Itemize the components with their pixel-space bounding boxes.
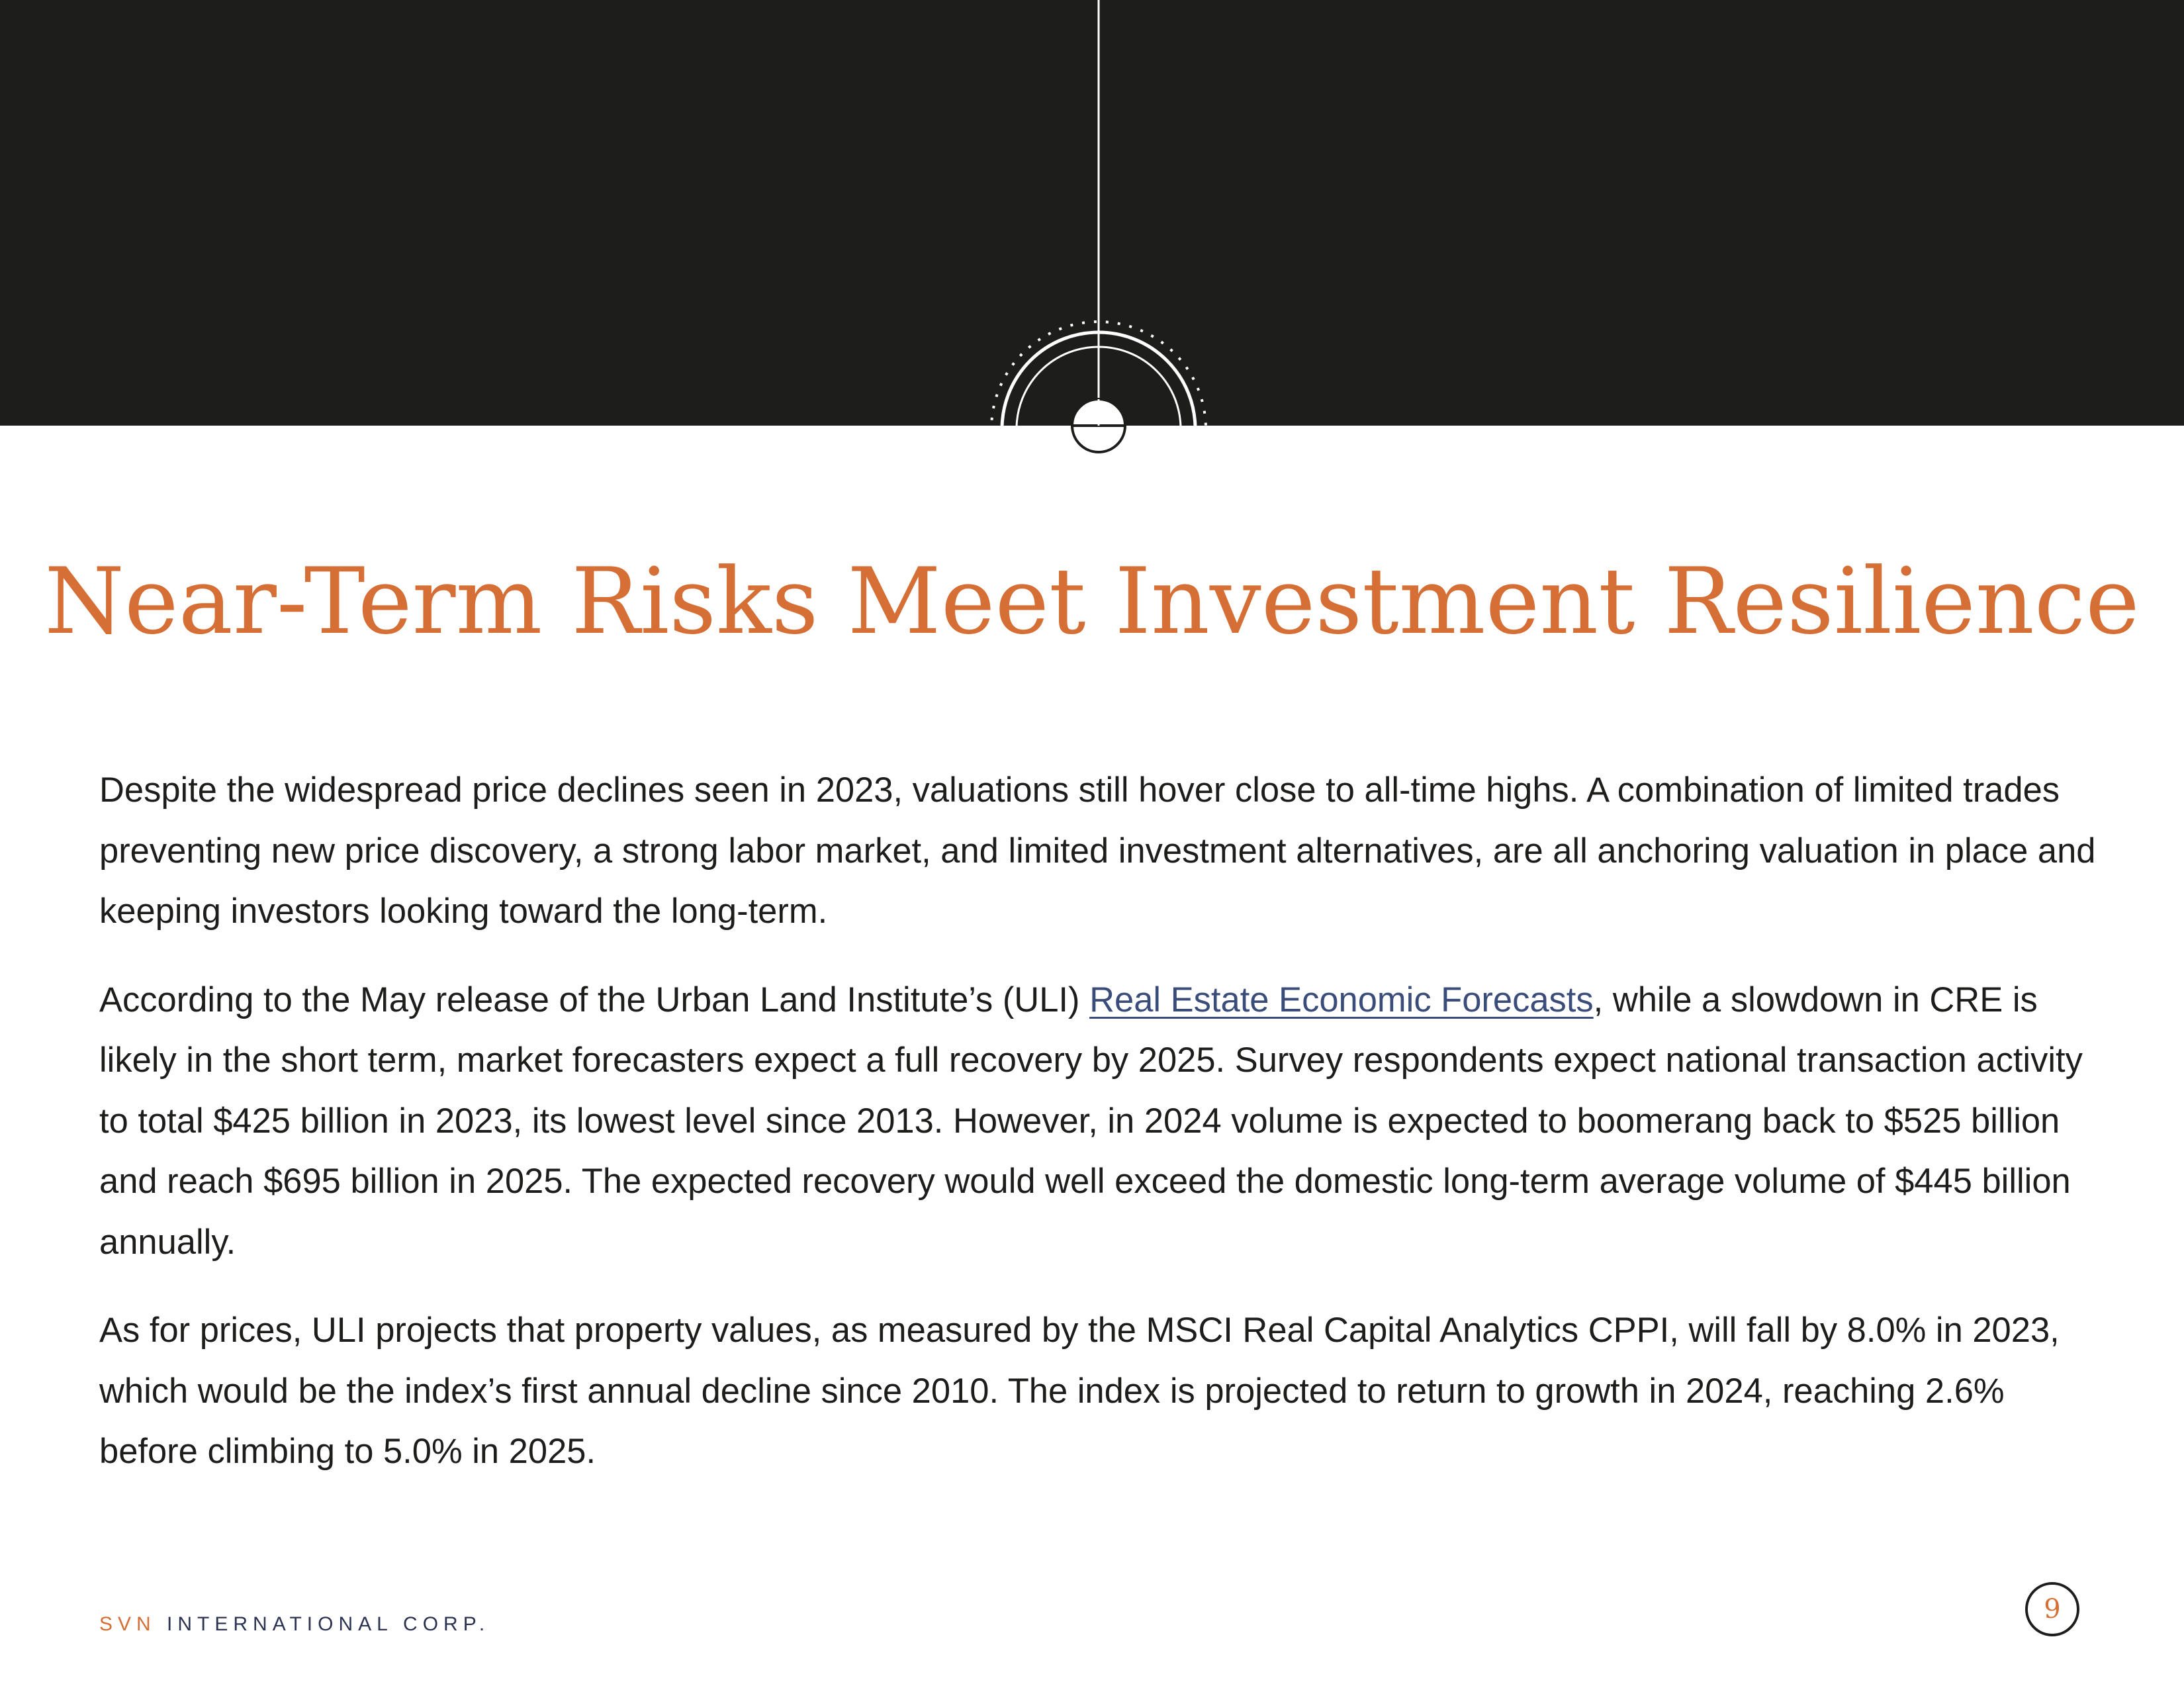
paragraph-uli-forecasts xyxy=(99,970,2098,1273)
paragraph-text-lead: According to the May release of the Urban Land Institute’s (ULI) xyxy=(99,980,1090,1019)
page-number-badge: 9 xyxy=(2025,1582,2079,1636)
compass-ornament-icon xyxy=(986,0,1211,463)
article-body xyxy=(99,760,2098,1510)
paragraph-prices: As for prices, ULI projects that property values, as measured by the MSCI Real Capital Analytics CPPI, will fall by 8.0% in 2023, which would be the index’s first annual decline since 2010. The index is projected to return to growth in 2024, reaching 2.6% before climbing to 5.0% in 2025. xyxy=(99,1311,2060,1471)
paragraph-valuations: Despite the widespread price declines seen in 2023, valuations still hover close to all-time highs. A combination of limited trades preventing new price discovery, a strong labor market, and limited investment alternatives, are all anchoring valuation in place and keeping investors looking toward the long-term. xyxy=(99,771,2096,931)
real-estate-forecasts-link[interactable]: Real Estate Economic Forecasts xyxy=(1089,980,1594,1019)
brand-svn: SVN xyxy=(99,1613,156,1635)
paragraph-text-rest: , while a slowdown in CRE is likely in the short term, market forecasters expect a full recovery by 2025. Survey respondents expect national transaction activity to total $425 billion in 2023, its lowest level since 2013. However, in 2024 volume is expected to boomerang back to $525 billion and reach $695 billion in 2025. The expected recovery would well exceed the domestic long-term average volume of $445 billion annually. xyxy=(99,980,2083,1262)
page-title: Near-Term Risks Meet Investment Resilience xyxy=(44,548,2140,655)
footer-brand xyxy=(99,1613,490,1636)
brand-company: INTERNATIONAL CORP. xyxy=(156,1613,490,1635)
